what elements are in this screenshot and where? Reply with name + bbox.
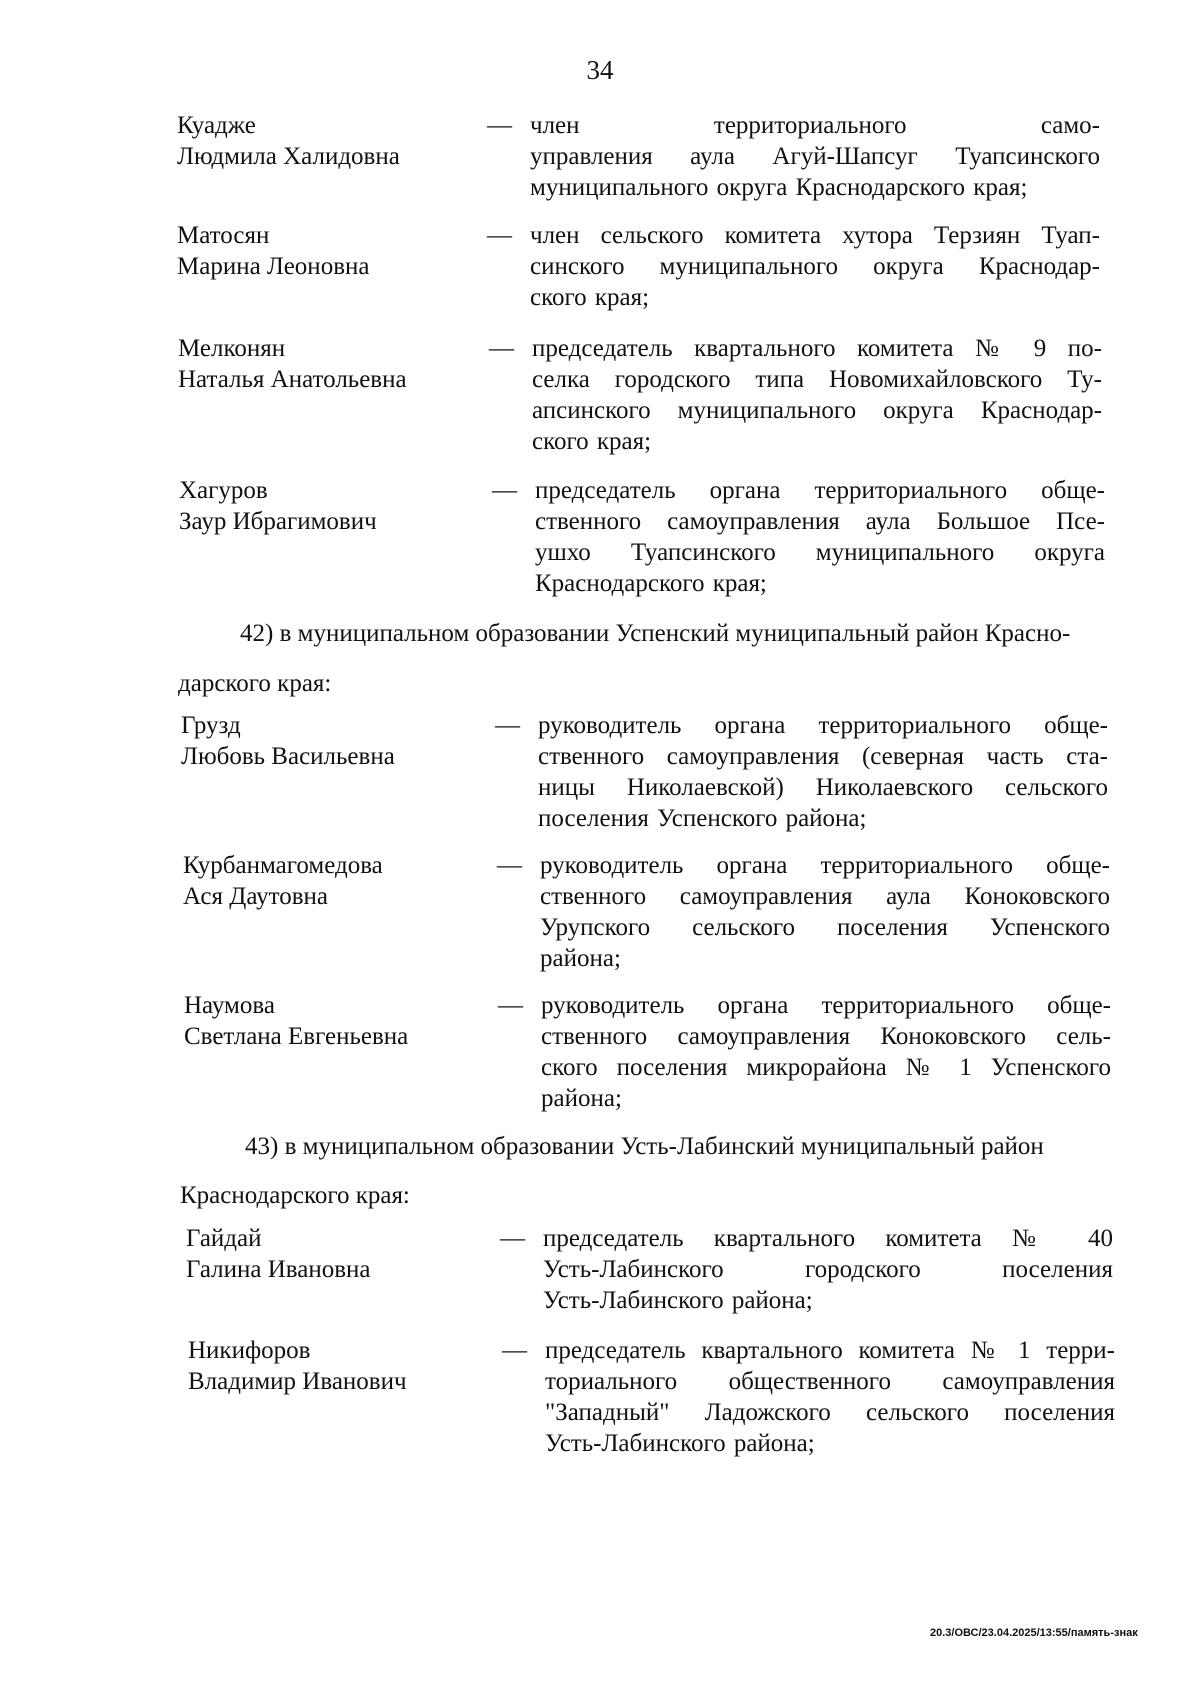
role-line: ториального общественного самоуправления [545, 1368, 1115, 1395]
member-given-names: Заур Ибрагимович [179, 508, 377, 535]
role-line: управления аула Агуй-Шапсуг Туапсинского [530, 143, 1100, 170]
role-line: руководитель органа территориального обще- [540, 852, 1110, 879]
role-line: ственного самоуправления (северная часть ста- [538, 743, 1108, 770]
role-line: поселения Успенского района; [538, 805, 867, 832]
role-line: руководитель органа территориального обще- [538, 712, 1108, 739]
role-line: района; [540, 945, 621, 972]
dash: — [500, 1225, 525, 1252]
role-line: член территориального само- [530, 112, 1100, 139]
dash: — [489, 335, 514, 362]
member-given-names: Людмила Халидовна [177, 143, 400, 170]
dash: — [502, 1337, 527, 1364]
dash: — [487, 222, 512, 249]
role-line: ственного самоуправления аула Коноковского [540, 883, 1110, 910]
member-surname: Курбанмагомедова [183, 852, 383, 879]
member-role [543, 1223, 1113, 1316]
member-surname: Мелконян [178, 335, 286, 362]
role-line: Усть-Лабинского района; [545, 1430, 815, 1457]
role-line: ушхо Туапсинского муниципального округа [535, 539, 1105, 566]
role-line: муниципального округа Краснодарского края; [530, 174, 1028, 201]
member-given-names: Галина Ивановна [186, 1256, 371, 1283]
role-line: ственного самоуправления Коноковского сель- [541, 1023, 1111, 1050]
role-line: Урупского сельского поселения Успенского [540, 914, 1110, 941]
member-given-names: Наталья Анатольевна [178, 366, 407, 393]
role-line: ского поселения микрорайона № 1 Успенского [541, 1054, 1111, 1081]
role-line: ского края; [532, 428, 652, 455]
document-registration-code: 20.3/ОВС/23.04.2025/13:55/память-знак [930, 1627, 1138, 1639]
member-surname: Грузд [181, 712, 241, 739]
dash: — [495, 712, 520, 739]
role-line: селка городского типа Новомихайловского Ту- [532, 366, 1102, 393]
member-role [530, 220, 1100, 313]
member-surname: Хагуров [179, 477, 268, 504]
member-role [541, 990, 1111, 1114]
role-line: ницы Николаевской) Николаевского сельского [538, 774, 1108, 801]
role-line: член сельского комитета хутора Терзиян Туап- [530, 222, 1100, 249]
role-line: ского края; [530, 284, 650, 311]
role-line: Усть-Лабинского района; [543, 1287, 813, 1314]
member-role [538, 710, 1108, 834]
member-name [181, 710, 521, 772]
member-name [186, 1223, 526, 1285]
member-surname: Гайдай [186, 1225, 262, 1252]
dash: — [487, 112, 512, 139]
member-name [177, 110, 517, 172]
role-line: Усть-Лабинского городского поселения [543, 1256, 1113, 1283]
role-line: председатель квартального комитета № 1 терри- [545, 1337, 1115, 1364]
member-name [179, 475, 519, 537]
member-role [545, 1335, 1115, 1459]
role-line: председатель органа территориального обще- [535, 477, 1105, 504]
section-heading: 43) в муниципальном образовании Усть-Лабинский муниципальный район [245, 1133, 1044, 1160]
dash: — [492, 477, 517, 504]
section-heading-continuation: Краснодарского края: [180, 1182, 410, 1209]
member-given-names: Любовь Васильевна [181, 743, 395, 770]
member-name [178, 333, 518, 395]
dash: — [497, 852, 522, 879]
member-surname: Никифоров [188, 1337, 311, 1364]
role-line: ственного самоуправления аула Большое Псе- [535, 508, 1105, 535]
member-role [535, 475, 1105, 599]
member-role [540, 850, 1110, 974]
member-role [532, 333, 1102, 457]
role-line: синского муниципального округа Краснодар- [530, 253, 1100, 280]
member-given-names: Светлана Евгеньевна [184, 1023, 409, 1050]
role-line: председатель квартального комитета № 9 по- [532, 335, 1102, 362]
role-line: апсинского муниципального округа Краснодар- [532, 397, 1102, 424]
member-surname: Матосян [177, 222, 270, 249]
section-heading-continuation: дарского края: [178, 670, 332, 697]
role-line: района; [541, 1085, 622, 1112]
member-role [530, 110, 1100, 203]
member-given-names: Марина Леоновна [177, 253, 370, 280]
role-line: "Западный" Ладожского сельского поселения [545, 1399, 1115, 1426]
member-surname: Наумова [184, 992, 275, 1019]
role-line: руководитель органа территориального обще- [541, 992, 1111, 1019]
section-heading: 42) в муниципальном образовании Успенский муниципальный район Красно- [240, 620, 1071, 647]
dash: — [498, 992, 523, 1019]
role-line: председатель квартального комитета № 40 [543, 1225, 1113, 1252]
member-given-names: Ася Даутовна [183, 883, 329, 910]
member-surname: Куадже [177, 112, 256, 139]
member-name [183, 850, 523, 912]
role-line: Краснодарского края; [535, 570, 767, 597]
member-name [184, 990, 524, 1052]
member-name [188, 1335, 528, 1397]
member-name [177, 220, 517, 282]
page-number: 34 [586, 55, 614, 85]
member-given-names: Владимир Иванович [188, 1368, 407, 1395]
